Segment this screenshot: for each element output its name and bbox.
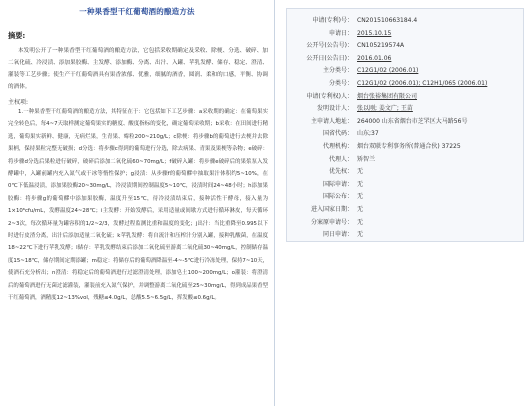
metadata-value-link[interactable]: C12G1/02 (2006.01) [357, 67, 419, 75]
metadata-value: CN201510663184.4 [357, 17, 418, 24]
claims-paragraph: 1.一种果香型干红葡萄酒的酿造方法，其特征在于：它包括如下工艺步骤：a采收期的确定：在葡萄果实完全转色后，每4~7天取样测定葡萄果实的糖度、酸度指标的变化，确定葡萄采收期；b采收：在田间进行精选，葡萄果实新鲜、健康，无病烂果，生青果、霉粒200~210g/L；c除梗：将步骤b的葡萄进行去梗并去除果柄，保持果粒完整无破损；d分选：将步骤c得到的葡萄进行分选，除去病果、青果及果梗等杂物；e破碎：将步骤d分选后果粒进行破碎，破碎后添加二氧化硫60~70mg/L；f破碎入罐：将步骤e破碎后的果浆泵入发酵罐中，入罐前罐内充入氮气或干冰等惰性保护；g浸渍：从步骤f的葡萄醪中抽取果汁体积约5~10%，在0℃下低温浸渍，添加果胶酶20~30mg/L，冷浸渍期间控制温度5~10℃，浸渍时间24~48小时；h添加果胶酶：将步骤g的葡萄醪中添加果胶酶，温度升至15℃，待冷浸渍结束后，接种活性干酵母，接入量为1×10⁶cfu/mL，发酵温度24~28℃；i主发酵：开始发酵后，采用适量或间歇方式进行循环淋皮，每天循环2~3次，每次循环量为罐容积的1/2~2/3，发酵过程监测比重和温度的变化；j出汁：当比重降至0.995以下时进行皮渣分离，出汁后添加适量二氧化硫；k苹乳发酵：将自流汁和压榨汁分别入罐，接种乳酸菌，在温度18~22℃下进行苹乳发酵；l储存：苹乳发酵结束后添加二氧化硫至游离二氧化硫30~40mg/L，控制储存温度15~18℃，储存期间定期添罐；m稳定：将储存后的葡萄酒降温至-4~-5℃进行冷冻处理，保持7~10天，使酒石充分析出；n澄清：将稳定后的葡萄酒进行过滤澄清处理，添加皂土100~200mg/L；o灌装：将澄清后的葡萄酒进行无菌过滤灌装，灌装前充入氮气保护，并调整游离二氧化硫至25~30mg/L，得到成品果香型干红葡萄酒，酒精度12~13%vol，残糖≤4.0g/L，总酸5.5~6.5g/L，挥发酸≤0.6g/L。 [8, 109, 268, 302]
metadata-row [287, 65, 523, 77]
claims-heading: 主权项: [8, 99, 29, 106]
metadata-row [287, 40, 523, 52]
metadata-value: 无 [357, 168, 364, 176]
metadata-label: 优先权： [328, 168, 353, 176]
metadata-label: 进入国家日期： [310, 206, 353, 213]
metadata-label: 分类号： [328, 80, 353, 87]
metadata-label: 申请(专利权)人： [306, 92, 353, 100]
metadata-value-link[interactable]: C12G1/02 (2006.01); C12H1/065 (2006.01) [357, 80, 488, 87]
metadata-value: 无 [357, 193, 364, 201]
pane-divider [274, 0, 275, 406]
metadata-label: 国省代码： [322, 130, 353, 138]
metadata-label: 公开号(公告号)： [306, 42, 353, 50]
metadata-label: 代理机构： [322, 143, 353, 150]
abstract-heading: 摘要: [8, 31, 26, 40]
metadata-value: CN105219574A [357, 42, 405, 50]
metadata-row [287, 217, 523, 229]
metadata-label: 发明设计人： [316, 105, 353, 113]
metadata-row [287, 78, 523, 90]
metadata-row [287, 28, 523, 40]
metadata-label: 申请(专利)号： [312, 17, 353, 24]
patent-metadata-panel [286, 8, 524, 242]
metadata-label: 主分类号： [322, 67, 353, 75]
claims-text [8, 106, 268, 305]
metadata-label: 申请日： [328, 29, 353, 37]
metadata-row [287, 116, 523, 128]
metadata-row [287, 91, 523, 103]
metadata-row [287, 15, 523, 27]
metadata-row [287, 154, 523, 166]
metadata-value: 无 [357, 231, 364, 239]
metadata-row [287, 204, 523, 216]
metadata-label: 国际申请： [322, 180, 353, 188]
metadata-value-link[interactable]: 2016.01.06 [357, 54, 392, 62]
metadata-value: 无 [357, 206, 364, 213]
metadata-row [287, 53, 523, 65]
metadata-label: 分案原申请号： [310, 218, 353, 226]
metadata-value-link[interactable]: 张以刚; 姜文广; 王苗 [357, 105, 413, 113]
metadata-value: 矫智兰 [357, 155, 376, 163]
document-title: 一种果香型干红葡萄酒的酿造方法 [79, 7, 195, 16]
metadata-value-link[interactable]: 烟台张裕集团有限公司 [357, 92, 418, 100]
metadata-value: 264000 山东省烟台市芝罘区大马路56号 [357, 117, 468, 125]
metadata-value: 山东;37 [357, 130, 379, 138]
metadata-label: 代理人： [328, 155, 353, 163]
metadata-row [287, 229, 523, 241]
metadata-row [287, 166, 523, 178]
metadata-label: 同日申请： [322, 231, 353, 239]
metadata-label: 国际公布： [322, 193, 353, 201]
abstract-text: 本发明公开了一种果香型干红葡萄酒的酿造方法，它包括采收期确定及采收、除梗、分选、破碎、加二氧化硫、冷浸渍、添加果胶酶、主发酵、添加酶、分离、出汁、入罐、苹乳发酵、储存、稳定、澄清、灌装等工艺步骤；使生产干红葡萄酒具有果香浓郁、优雅，细腻的酒香，圆润、柔和的口感，平衡、协调的酒体。 [8, 48, 268, 90]
metadata-row [287, 141, 523, 153]
metadata-value-link[interactable]: 2015.10.15 [357, 29, 392, 37]
metadata-row [287, 128, 523, 140]
metadata-label: 公开日(公告日)： [306, 54, 353, 62]
metadata-row [287, 179, 523, 191]
metadata-value: 无 [357, 180, 364, 188]
metadata-row [287, 103, 523, 115]
metadata-value: 无 [357, 218, 364, 226]
metadata-label: 主申请人地址： [310, 117, 353, 125]
metadata-value: 烟台双联专利事务所(普通合伙) 37225 [357, 143, 461, 150]
metadata-row [287, 191, 523, 203]
